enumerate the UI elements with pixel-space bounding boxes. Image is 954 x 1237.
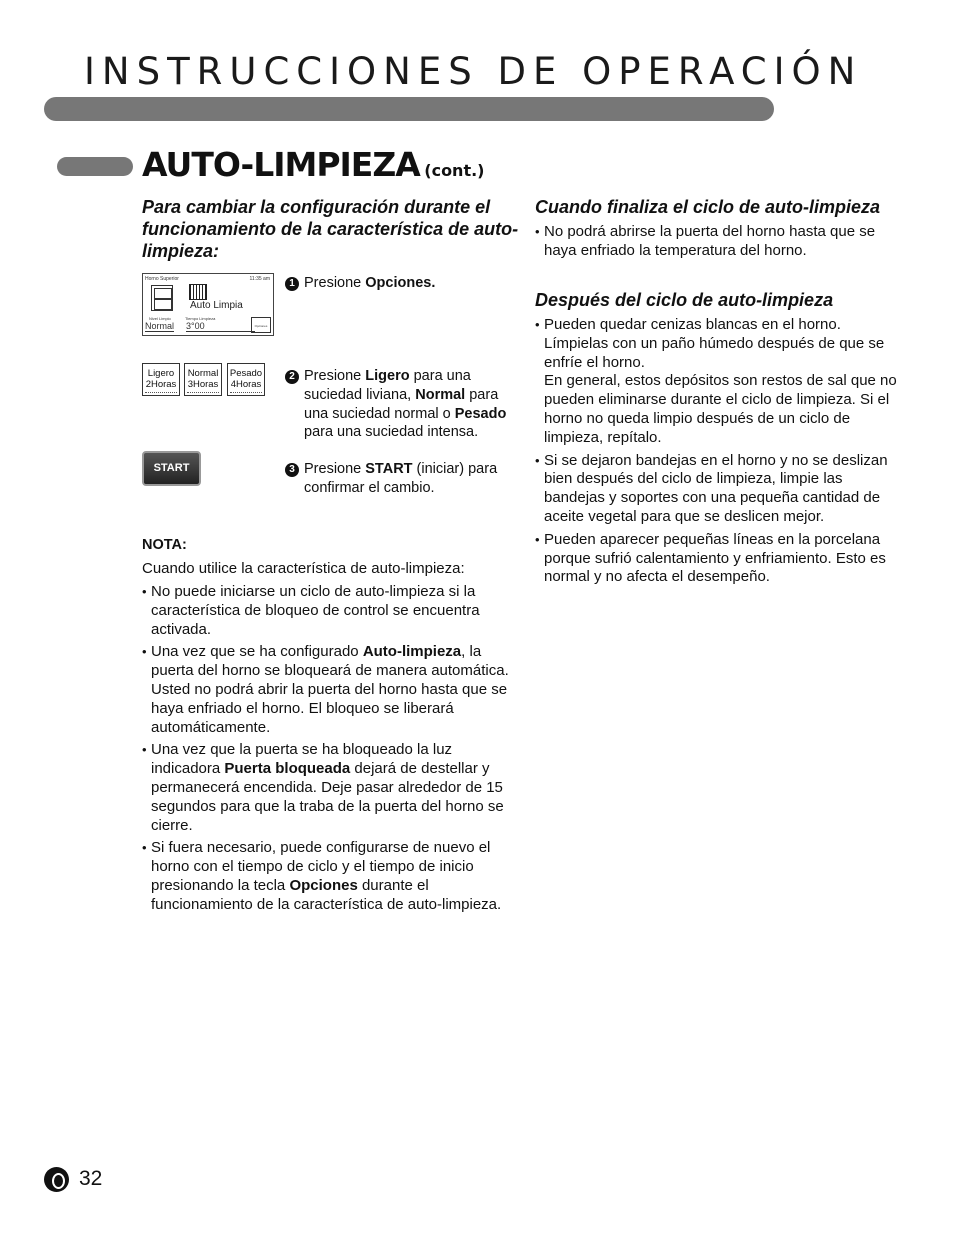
display-options-button: Opciones <box>251 317 271 333</box>
page-number: 32 <box>79 1167 103 1190</box>
display-mode: Auto Limpia <box>190 300 243 311</box>
key-pesado <box>227 363 265 396</box>
step-2-mid-2: para una suciedad normal o <box>304 386 499 422</box>
display-time-label: Tiempo Limpieza <box>185 316 216 321</box>
display-time: 11:35 am <box>249 276 270 282</box>
step-1 <box>285 274 515 293</box>
start-key: START <box>142 451 201 486</box>
section-title-suffix: (cont.) <box>424 161 485 180</box>
display-top-label: Horno Superior <box>145 276 179 282</box>
display-level-value: Normal <box>145 321 175 331</box>
nota-item-3-bold: Puerta bloqueada <box>224 760 351 778</box>
nota-intro: Cuando utilice la característica de auto-limpieza: <box>142 560 465 577</box>
step-3-mid: (iniciar) para confirmar el cambio. <box>304 461 498 496</box>
section-title-main: AUTO-LIMPIEZA <box>142 145 420 184</box>
step-2 <box>285 367 515 442</box>
step-1-pre: Presione <box>304 275 366 291</box>
key-normal-line1: Normal <box>187 368 219 379</box>
key-ligero-line1: Ligero <box>147 368 175 379</box>
right-heading-2: Después del ciclo de auto-limpieza <box>535 290 834 310</box>
step-2-pre: Presione <box>304 368 366 384</box>
step-2-bold-3: Pesado <box>454 405 507 422</box>
key-pesado-line1: Pesado <box>229 368 263 379</box>
key-normal <box>184 363 222 396</box>
oven-icon <box>151 285 173 311</box>
nota-item-2-text-a: Una vez que se ha configurado <box>151 643 363 661</box>
right-heading-1: Cuando finaliza el ciclo de auto-limpieza <box>535 197 881 217</box>
step-3-number: 3 <box>285 463 299 477</box>
key-normal-line2: 3Horas <box>187 378 219 390</box>
step-3-bold: START <box>365 461 413 477</box>
right-list-1-item: • No podrá abrirse la puerta del horno hasta que se haya enfriado la temperatura del horno. <box>535 223 905 261</box>
nota-item <box>142 643 517 737</box>
oven-display-panel <box>142 273 274 336</box>
page-header-title: INSTRUCCIONES DE OPERACIÓN <box>84 50 863 93</box>
key-ligero-line2: 2Horas <box>145 378 177 390</box>
step-3-pre: Presione <box>304 461 366 477</box>
step-2-post: para una suciedad intensa. <box>304 424 479 441</box>
step-3 <box>285 460 515 498</box>
right-list-2-item-3-p1: Pueden aparecer pequeñas líneas en la porcelana porque sufrió calentamiento y enfriamiento. Esto es normal y no afecta el desempeño. <box>544 530 886 586</box>
left-heading: Para cambiar la configuración durante el funcionamiento de la característica de auto-limpieza: <box>142 197 519 261</box>
step-1-number: 1 <box>285 277 299 291</box>
header-bar <box>44 97 774 121</box>
nota-item-2-bold: Auto-limpieza <box>362 643 462 661</box>
step-2-mid-1: para una suciedad liviana, <box>304 368 471 403</box>
right-list-2-item <box>535 452 905 527</box>
display-level-label: Nivel Limpio <box>149 316 171 321</box>
right-list-2-item-1-p2: En general, estos depósitos son restos de sal que no pueden eliminarse durante el ciclo de limpieza. Si el horno no queda limpio después de un ciclo de limpieza, repítalo. <box>544 372 897 446</box>
step-2-number: 2 <box>285 370 299 384</box>
clean-grid-icon <box>189 284 207 300</box>
nota-item <box>142 583 517 639</box>
right-list-2-item <box>535 316 905 448</box>
step-2-bold-2: Normal <box>415 386 466 403</box>
right-list-1 <box>535 223 905 265</box>
right-list-2-item-2-p1: Si se dejaron bandejas en el horno y no se deslizan bien después del ciclo de limpieza, limpie las bandejas y soportes con una pequeña cantidad de aceite vegetal para que se deslicen mejor. <box>544 451 888 525</box>
display-time-value: 3°00 <box>186 321 255 332</box>
nota-item-3-text-c: dejará de destellar y permanecerá encendida. Deje pasar alrededor de 15 segundos para que la traba de la puerta del horno se cierre. <box>151 760 504 834</box>
nota-item-3-text-a: Una vez que la puerta se ha bloqueado la luz indicadora <box>151 741 453 778</box>
right-list-2-item-1-p1: Pueden quedar cenizas blancas en el horno. Límpielas con un paño húmedo después de que se enfríe el horno. <box>544 316 885 371</box>
nota-list <box>142 583 517 919</box>
right-list-2-item <box>535 531 905 587</box>
section-title <box>142 145 484 184</box>
section-pill <box>57 157 133 176</box>
key-ligero <box>142 363 180 396</box>
nota-item-4-bold: Opciones <box>289 876 358 894</box>
right-list-2 <box>535 316 905 591</box>
lg-logo-icon <box>44 1167 69 1192</box>
nota-item <box>142 741 517 835</box>
nota-item-2-text-c: , la puerta del horno se bloqueará de manera automática. Usted no podrá abrir la puerta del horno hasta que se haya enfriado el horno. El bloqueo se liberará automáticamente. <box>151 643 509 736</box>
step-1-bold: Opciones. <box>365 275 436 291</box>
nota-title: NOTA: <box>142 537 187 553</box>
step-2-bold-1: Ligero <box>365 368 410 384</box>
key-pesado-line2: 4Horas <box>230 378 262 390</box>
nota-item-4-text-a: Si fuera necesario, puede configurarse de nuevo el horno con el tiempo de ciclo y el tiempo de inicio presionando la tecla <box>151 839 491 894</box>
nota-item-4-text-c: durante el funcionamiento de la característica de auto-limpieza. <box>151 876 502 913</box>
nota-item <box>142 839 517 914</box>
nota-item-1-text: No puede iniciarse un ciclo de auto-limpieza si la característica de bloqueo de control se encuentra activada. <box>151 583 480 638</box>
